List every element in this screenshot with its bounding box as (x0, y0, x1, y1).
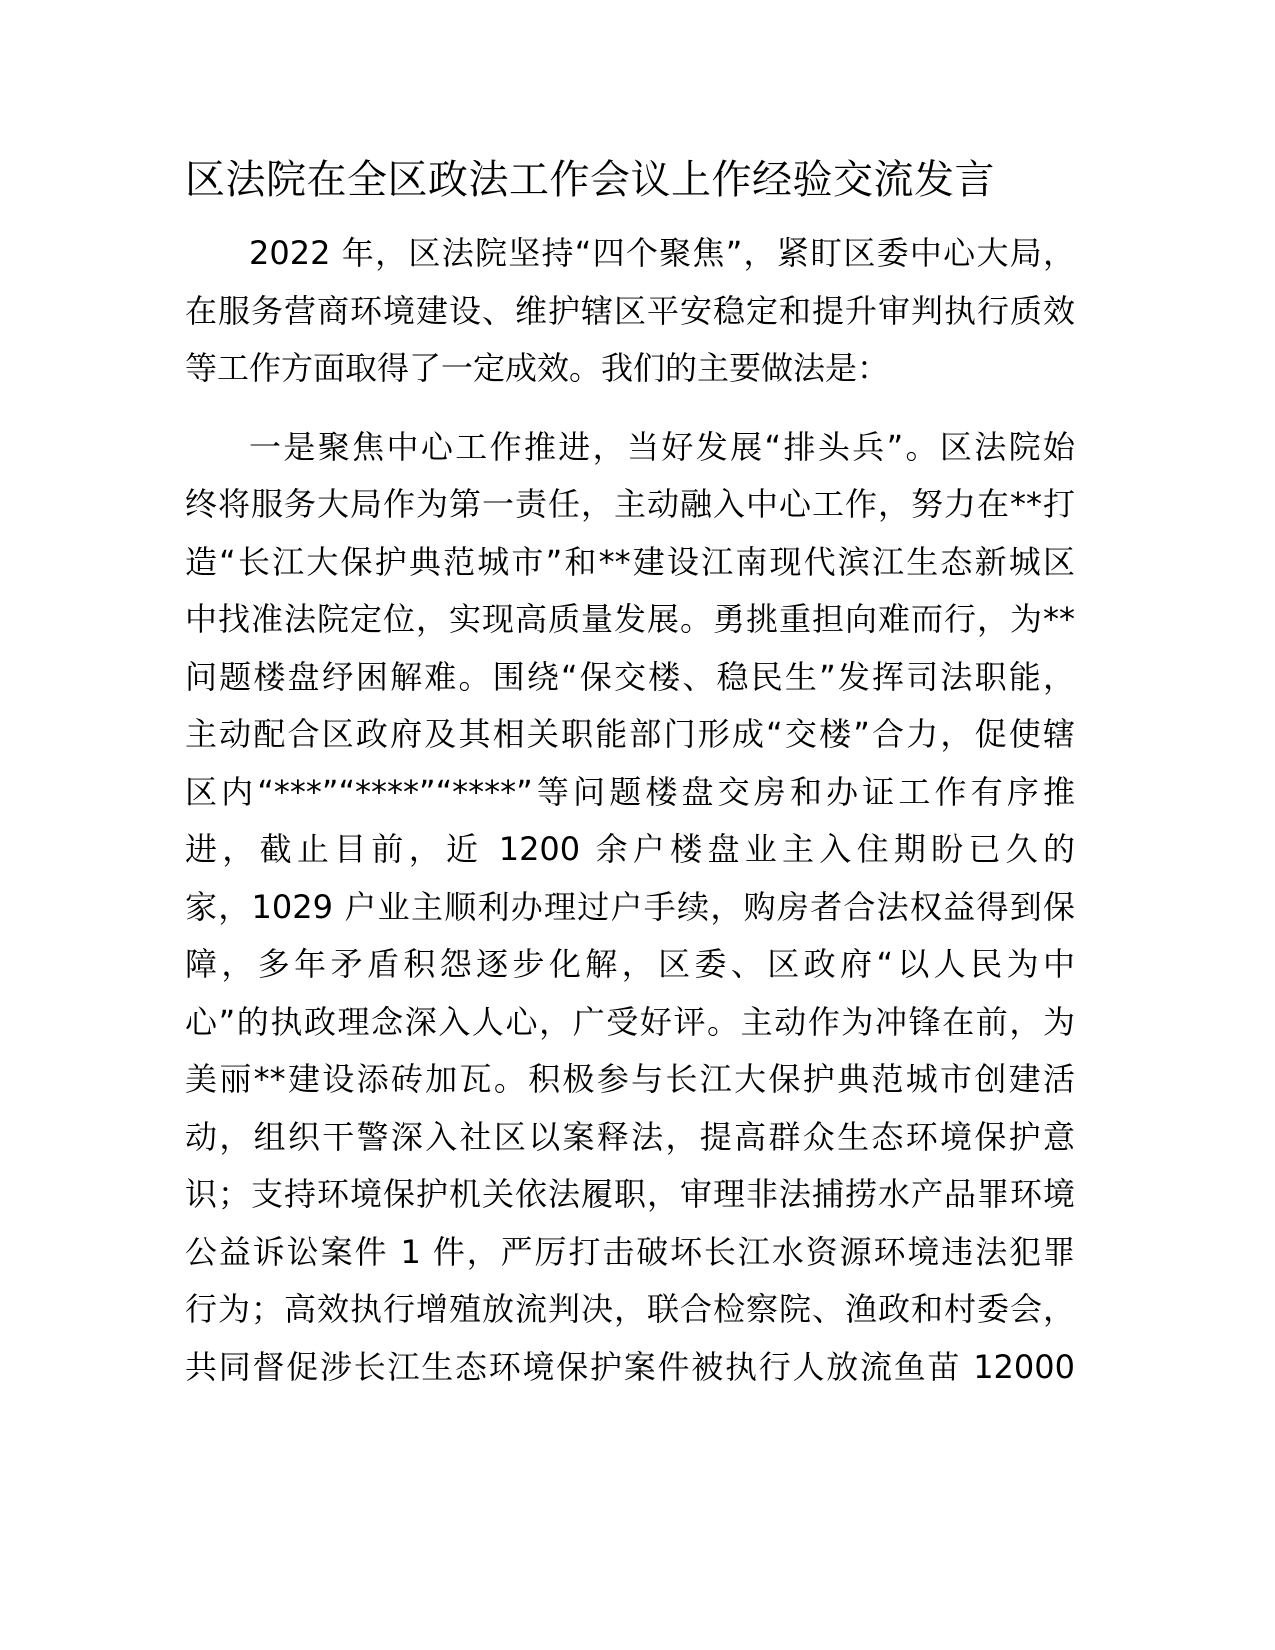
text-line: 一是聚焦中心工作推进，当好发展“排头兵”。区法院始 (249, 427, 1075, 466)
document-title: 区法院在全区政法工作会议上作经验交流发言 (185, 157, 995, 203)
text-line: 区内“***”“****”“****”等问题楼盘交房和办证工作有序推 (185, 772, 1075, 811)
text-line: 终将服务大局作为第一责任，主动融入中心工作，努力在**打 (185, 485, 1075, 523)
text-line: 障，多年矛盾积怨逐步化解，区委、区政府“以人民为中 (185, 945, 1075, 983)
text-line: 在服务营商环境建设、维护辖区平安稳定和提升审判执行质效 (185, 291, 1075, 330)
text-line: 造“长江大保护典范城市”和**建设江南现代滨江生态新城区 (185, 542, 1075, 581)
text-line: 主动配合区政府及其相关职能部门形成“交楼”合力，促使辖 (185, 715, 1075, 753)
paragraph-focus-one (185, 419, 1075, 1397)
text-line: 问题楼盘纾困解难。围绕“保交楼、稳民生”发挥司法职能， (185, 657, 1075, 696)
text-line: 2022 年，区法院坚持“四个聚焦”，紧盯区委中心大局， (249, 234, 1075, 272)
text-line: 等工作方面取得了一定成效。我们的主要做法是： (185, 349, 890, 387)
text-line: 共同督促涉长江生态环境保护案件被执行人放流鱼苗 12000 (185, 1347, 1075, 1386)
text-line: 家，1029 户业主顺利办理过户手续，购房者合法权益得到保 (185, 887, 1075, 926)
paragraph-intro (185, 225, 1075, 398)
text-line: 中找准法院定位，实现高质量发展。勇挑重担向难而行，为** (185, 600, 1075, 638)
text-line: 进，截止目前，近 1200 余户楼盘业主入住期盼已久的 (185, 830, 1075, 868)
text-line: 美丽**建设添砖加瓦。积极参与长江大保护典范城市创建活 (185, 1060, 1075, 1098)
text-line: 行为；高效执行增殖放流判决，联合检察院、渔政和村委会， (185, 1290, 1075, 1328)
text-line: 识；支持环境保护机关依法履职，审理非法捕捞水产品罪环境 (185, 1175, 1075, 1213)
text-line: 心”的执政理念深入人心，广受好评。主动作为冲锋在前，为 (185, 1002, 1075, 1041)
text-line: 公益诉讼案件 1 件，严厉打击破坏长江水资源环境违法犯罪 (185, 1232, 1075, 1271)
text-line: 动，组织干警深入社区以案释法，提高群众生态环境保护意 (185, 1117, 1075, 1156)
document-body (185, 225, 1075, 1396)
